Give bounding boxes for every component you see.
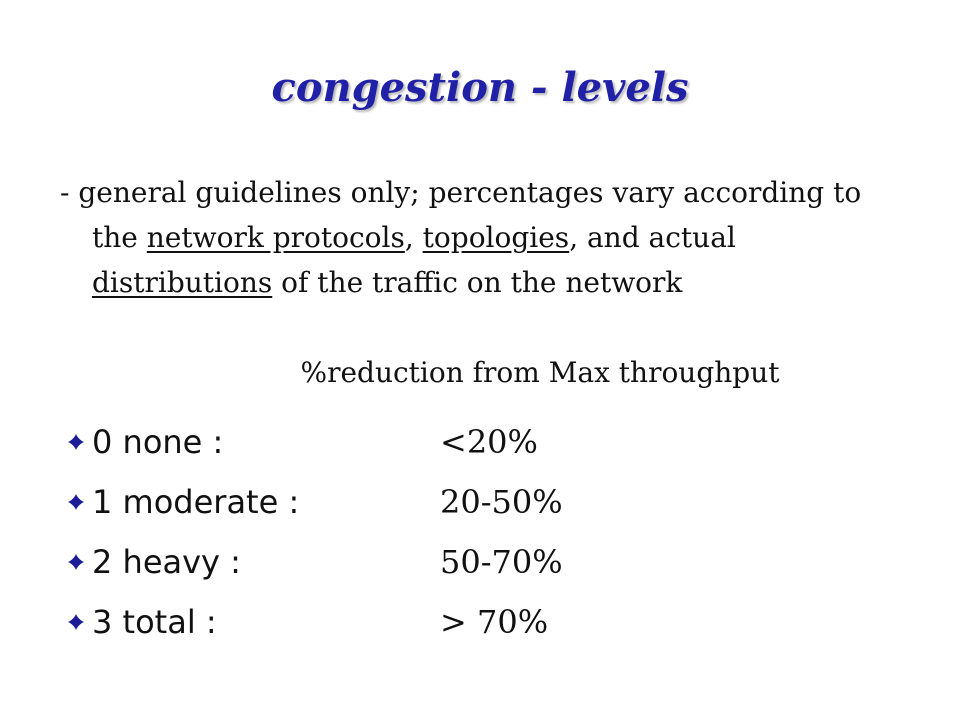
diamond-bullet-icon xyxy=(68,614,84,630)
diamond-bullet-icon xyxy=(68,554,84,570)
level-range: 20-50% xyxy=(440,483,563,521)
level-label: 0 none : xyxy=(92,423,224,461)
congestion-level-list xyxy=(60,412,880,652)
level-label: 1 moderate : xyxy=(92,483,300,521)
intro-text-4: of the traffic on the network xyxy=(272,266,683,299)
intro-text-1: - general guidelines only; percentages vary according to the xyxy=(60,176,862,254)
intro-text-3: , and actual xyxy=(569,221,736,254)
network-protocols-term: network protocols xyxy=(146,221,405,254)
level-range: > 70% xyxy=(440,603,549,641)
diamond-bullet-icon xyxy=(68,434,84,450)
level-item xyxy=(60,412,880,472)
distributions-term: distributions xyxy=(92,266,273,299)
level-item xyxy=(60,472,880,532)
level-label: 3 total : xyxy=(92,603,217,641)
level-range: 50-70% xyxy=(440,543,563,581)
slide-title: congestion - levels xyxy=(271,64,689,111)
intro-text-2: , xyxy=(404,221,423,254)
diamond-bullet-icon xyxy=(68,494,84,510)
level-range: <20% xyxy=(440,423,538,461)
level-label: 2 heavy : xyxy=(92,543,241,581)
column-subheading: %reduction from Max throughput xyxy=(300,356,780,389)
intro-paragraph xyxy=(60,170,912,305)
level-item xyxy=(60,592,880,652)
topologies-term: topologies xyxy=(422,221,570,254)
level-item xyxy=(60,532,880,592)
